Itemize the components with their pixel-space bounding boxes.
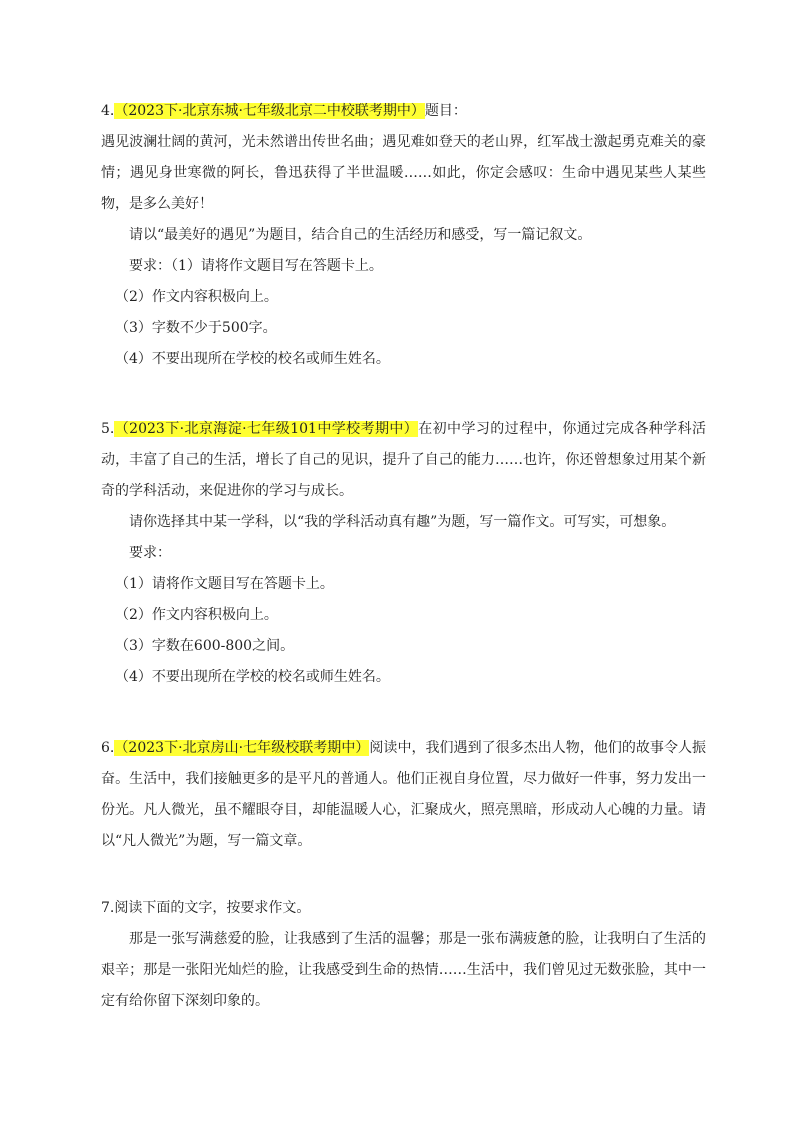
question-5-task: 请你选择其中某一学科，以“我的学科活动真有趣”为题，写一篇作文。可写实，可想象。 [129, 514, 676, 530]
question-4-requirement: （4）不要出现所在学校的校名或师生姓名。 [115, 351, 390, 367]
question-5-requirement: （3）字数在600-800之间。 [115, 638, 295, 654]
question-number: 4. [101, 103, 115, 119]
question-lead: 阅读下面的文字，按要求作文。 [114, 900, 311, 916]
question-7-header [101, 893, 706, 924]
question-5 [101, 414, 706, 693]
question-4-task: 请以“最美好的遇见”为题目，结合自己的生活经历和感受，写一篇记叙文。 [129, 227, 592, 243]
question-number: 6. [101, 740, 115, 756]
question-4-requirement-intro: 要求：（1）请将作文题目写在答题卡上。 [129, 258, 383, 274]
question-4-header [101, 96, 706, 127]
question-7 [101, 893, 706, 1017]
question-6 [101, 733, 706, 857]
question-5-paragraph [101, 414, 706, 507]
question-4-requirement: （3）字数不少于500字。 [115, 320, 277, 336]
question-4-requirement: （2）作文内容积极向上。 [115, 289, 278, 305]
question-number: 5. [101, 421, 115, 437]
question-5-requirement: （2）作文内容积极向上。 [115, 607, 278, 623]
source-tag: （2023下·北京房山·七年级校联考期中） [114, 740, 370, 756]
question-number: 7. [101, 900, 115, 916]
question-5-text: 在初中学习的过程中，你通过完成各种学科活动，丰富了自己的生活，增长了自己的见识，提升了自己的能力……也许，你还曾想象过用某个新奇的学科活动，来促进你的学习与成长。 [101, 421, 707, 499]
question-5-requirement: （4）不要出现所在学校的校名或师生姓名。 [115, 669, 390, 685]
question-4 [101, 96, 706, 375]
question-7-paragraph: 那是一张写满慈爱的脸，让我感到了生活的温馨；那是一张布满疲惫的脸，让我明白了生活的艰辛；那是一张阳光灿烂的脸，让我感受到生命的热情……生活中，我们曾见过无数张脸，其中一定有给你留下深刻印象的。 [101, 931, 706, 1009]
source-tag: （2023下·北京东城·七年级北京二中校联考期中） [114, 103, 425, 119]
source-tag: （2023下·北京海淀·七年级101中学校考期中） [114, 421, 419, 437]
question-lead: 题目： [424, 103, 467, 119]
question-6-paragraph [101, 733, 706, 857]
question-6-text: 阅读中，我们遇到了很多杰出人物，他们的故事令人振奋。生活中，我们接触更多的是平凡的普通人。他们正视自身位置，尽力做好一件事，努力发出一份光。凡人微光，虽不耀眼夺目，却能温暖人心，汇聚成火，照亮黑暗，形成动人心魄的力量。请以“凡人微光”为题，写一篇文章。 [101, 740, 706, 849]
question-5-requirement: （1）请将作文题目写在答题卡上。 [115, 576, 334, 592]
question-4-paragraph: 遇见波澜壮阔的黄河，光未然谱出传世名曲；遇见难如登天的老山界，红军战士激起勇克难关的豪情；遇见身世寒微的阿长，鲁迅获得了半世温暖……如此，你定会感叹：生命中遇见某些人某些物，是多么美好！ [101, 134, 706, 212]
question-5-requirement-intro: 要求： [129, 545, 171, 561]
